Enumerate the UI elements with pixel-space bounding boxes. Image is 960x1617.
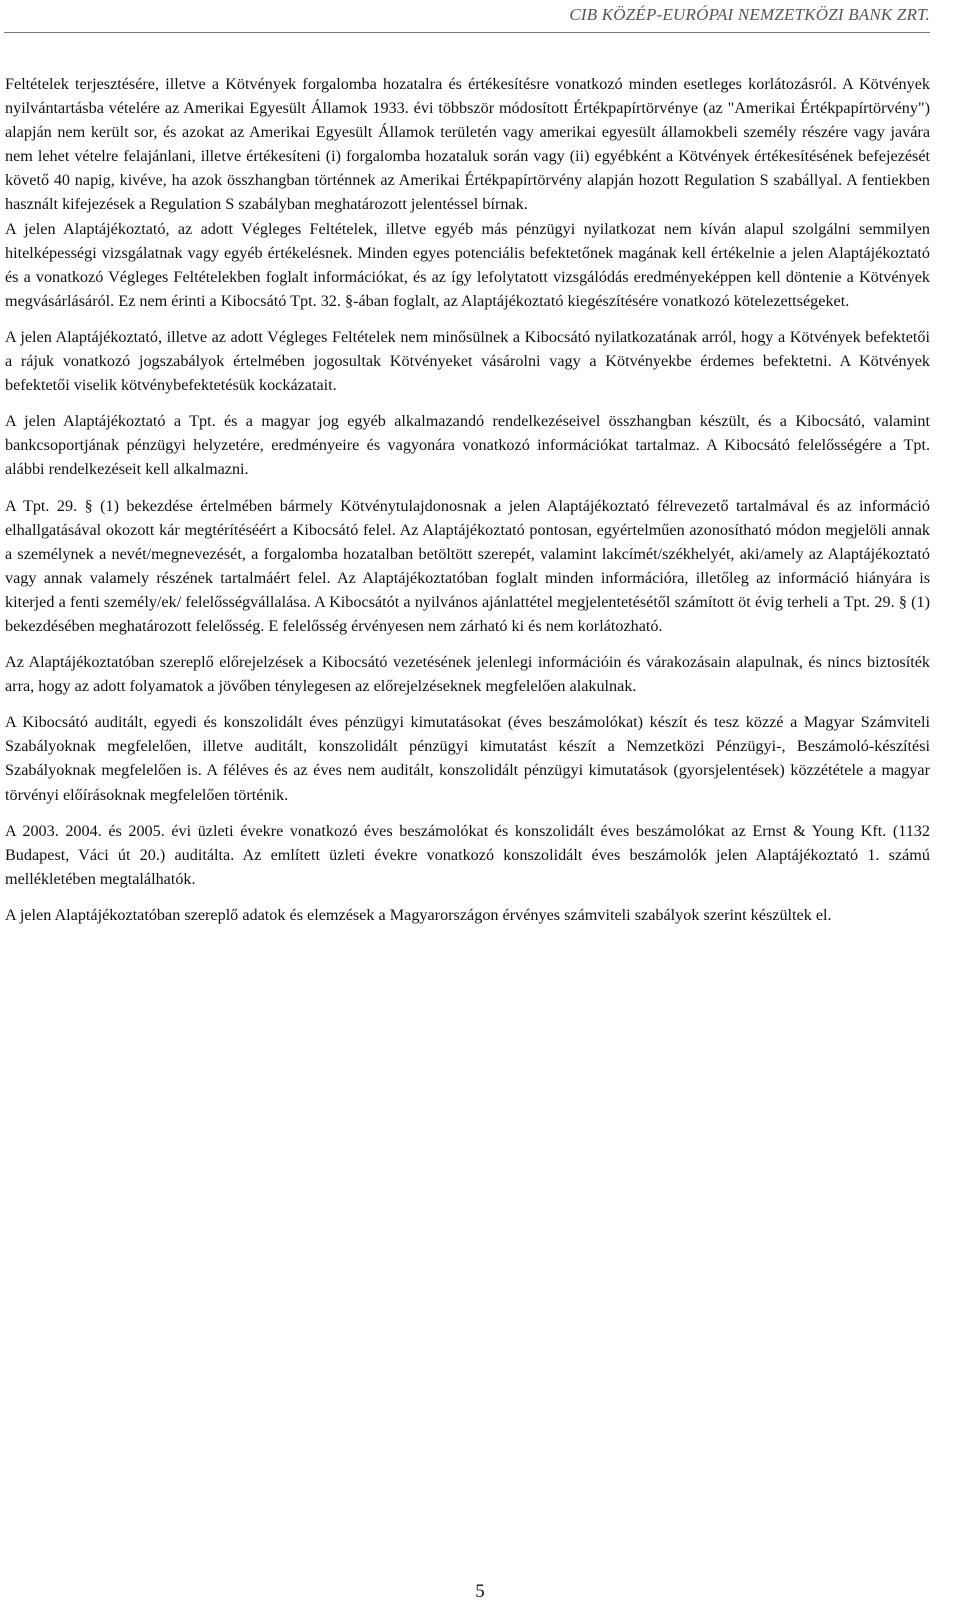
paragraph-legal-basis: A jelen Alaptájékoztató a Tpt. és a magyar jog egyéb alkalmazandó rendelkezéseivel összhangban készült, és a Kibocsátó, valamint bankcsoportjának pénzügyi helyzetére, eredményeire és vagyonára vonatkozó információkat tartalmaz. A Kibocsátó felelősségére a Tpt. alábbi rendelkezéseit kell alkalmazni.	[5, 412, 930, 479]
document-body	[5, 72, 930, 927]
paragraph-auditor: A 2003. 2004. és 2005. évi üzleti évekre vonatkozó éves beszámolókat és konszolidált éves beszámolókat az Ernst & Young Kft. (1132 Budapest, Váci út 20.) auditálta. Az említett üzleti évekre vonatkozó konszolidált éves beszámolók jelen Alaptájékoztató 1. számú mellékletében megtalálhatók.	[5, 821, 930, 888]
paragraph-us-securities-restriction: Feltételek terjesztésére, illetve a Kötvények forgalomba hozatalra és értékesítésre vonatkozó minden esetleges korlátozásról. A Kötvények nyilvántartásba vételére az Amerikai Egyesült Államok 1933. évi többször módosított Értékpapírtörvénye (az "Amerikai Értékpapírtörvény") alapján nem került sor, és azokat az Amerikai Egyesült Államok területén vagy amerikai egyesült államokbeli személy részére vagy javára nem lehet vételre felajánlani, illetve értékesíteni (i) forgalomba hozataluk során vagy (ii) egyébként a Kötvények értékesítésének befejezését követő 40 napig, kivéve, ha azok összhangban történnek az Amerikai Értékpapírtörvény alapján hozott Regulation S szabállyal. A fentiekben használt kifejezések a Regulation S szabályban meghatározott jelentéssel bírnak.	[5, 75, 930, 214]
header-divider	[4, 32, 930, 33]
paragraph-financial-statements: A Kibocsátó auditált, egyedi és konszolidált éves pénzügyi kimutatásokat (éves beszámolókat) készít és tesz közzé a Magyar Számviteli Szabályoknak megfelelően, illetve auditált, konszolidált pénzügyi kimutatást készít a Nemzetközi Pénzügyi-, Beszámoló-készítési Szabályoknak megfelelően is. A féléves és az éves nem auditált, konszolidált pénzügyi kimutatások (gyorsjelentések) közzététele a magyar törvényi előírásoknak megfelelően történik.	[5, 713, 930, 804]
paragraph-issuer-liability: A Tpt. 29. § (1) bekezdése értelmében bármely Kötvénytulajdonosnak a jelen Alaptájékoztató félrevezető tartalmával és az információ elhallgatásával okozott kár megtérítéséért a Kibocsátó felel. Az Alaptájékoztató pontosan, egyértelműen azonosítható módon megjelöli annak a személynek a nevét/megnevezését, a forgalomba hozatalban betöltött szerepét, valamint lakcímét/székhelyét, aki/amely az Alaptájékoztató vagy annak valamely részének tartalmáért felel. Az Alaptájékoztatóban foglalt minden információra, illetőleg az információ hiányára is kiterjed a fenti személy/ek/ felelősségvállalása. A Kibocsátót a nyilvános ajánlattétel megjelentetésétől számított öt évig terheli a Tpt. 29. § (1) bekezdésében meghatározott felelősség. E felelősség érvényesen nem zárható ki és nem korlátozható.	[5, 496, 930, 635]
page-number: 5	[475, 1581, 485, 1602]
paragraph-accounting-rules: A jelen Alaptájékoztatóban szereplő adatok és elemzések a Magyarországon érvényes számviteli szabályok szerint készültek el.	[5, 905, 832, 924]
paragraph-investor-eligibility: A jelen Alaptájékoztató, illetve az adott Végleges Feltételek nem minősülnek a Kibocsátó nyilatkozatának arról, hogy a Kötvények befektetői a rájuk vonatkozó jogszabályok értelmében jogosultak Kötvényeket vásárolni vagy a Kötvényekbe érdemes befektetni. A Kötvények befektetői viselik kötvénybefektetésük kockázatait.	[5, 327, 930, 395]
paragraph-no-credit-evaluation: A jelen Alaptájékoztató, az adott Végleges Feltételek, illetve egyéb más pénzügyi nyilatkozat nem kíván alapul szolgálni semmilyen hitelképességi vizsgálatnak vagy egyéb értékelésnek. Minden egyes potenciális befektetőnek magának kell értékelnie a jelen Alaptájékoztató és a vonatkozó Végleges Feltételekben foglalt információkat, és az így lefolytatott vizsgálódás eredményeképpen kell döntenie a Kötvények megvásárlásáról. Ez nem érinti a Kibocsátó Tpt. 32. §-ában foglalt, az Alaptájékoztató kiegészítésére vonatkozó kötelezettségeket.	[5, 219, 930, 310]
running-header: CIB KÖZÉP-EURÓPAI NEMZETKÖZI BANK ZRT.	[569, 5, 930, 24]
paragraph-forward-looking: Az Alaptájékoztatóban szereplő előrejelzések a Kibocsátó vezetésének jelenlegi információin és várakozásain alapulnak, és nincs biztosíték arra, hogy az adott folyamatok a jövőben ténylegesen az előrejelzéseknek megfelelően alakulnak.	[5, 653, 930, 696]
